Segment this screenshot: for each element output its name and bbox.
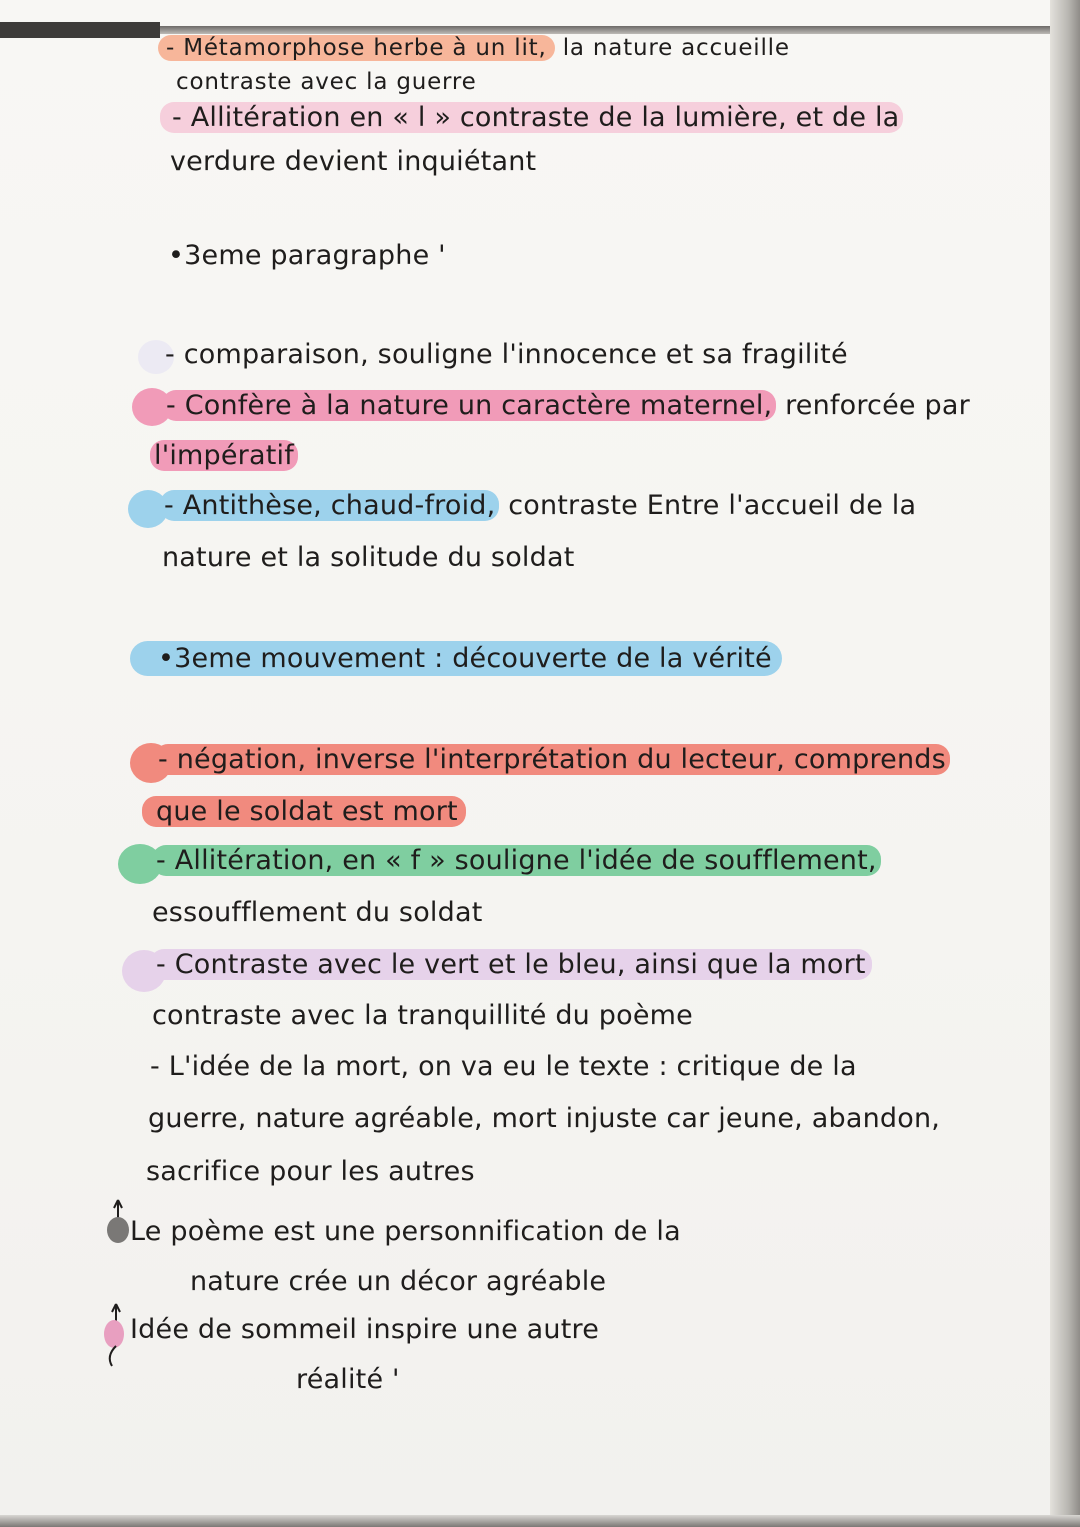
highlight-red: que le soldat est mort (142, 796, 466, 827)
note-line-22: nature crée un décor agréable (190, 1266, 607, 1297)
pink-arrow-marker-icon (98, 1300, 128, 1372)
note-line-7 (162, 388, 970, 424)
highlight-pink: - Confère à la nature un caractère maternel, (162, 390, 776, 421)
note-line-12 (154, 742, 950, 778)
page-bottom-edge (0, 1515, 1080, 1527)
note-line-13 (142, 794, 466, 830)
highlight-orange: - Métamorphose herbe à un lit, (158, 35, 555, 61)
highlight-red: - négation, inverse l'interprétation du lecteur, comprends (154, 744, 950, 775)
note-text: la nature accueille (554, 35, 790, 61)
note-line-6: - comparaison, souligne l'innocence et sa fragilité (165, 339, 848, 370)
highlight-blue-heading: •3eme mouvement : découverte de la vérité (130, 641, 782, 676)
note-line-1 (158, 30, 790, 66)
note-line-14 (152, 843, 881, 879)
section-heading-3eme-mouvement (130, 641, 782, 677)
page-top-left-shadow (0, 22, 160, 38)
note-line-3 (160, 100, 903, 136)
page-right-edge (1050, 0, 1080, 1527)
highlight-pink: l'impératif (150, 440, 298, 471)
note-line-21: Le poème est une personnification de la (130, 1216, 681, 1247)
note-line-2: contraste avec la guerre (176, 69, 477, 95)
note-line-20: sacrifice pour les autres (146, 1156, 475, 1187)
note-line-10: nature et la solitude du soldat (162, 542, 575, 573)
note-line-16 (150, 947, 872, 983)
note-line-9 (160, 488, 916, 524)
section-heading-3eme-paragraphe: •3eme paragraphe ' (168, 240, 446, 271)
highlight-blue: - Antithèse, chaud-froid, (160, 490, 499, 521)
note-line-17: contraste avec la tranquillité du poème (152, 1000, 693, 1031)
note-line-8 (150, 438, 298, 474)
note-line-18: - L'idée de la mort, on va eu le texte : critique de la (150, 1051, 857, 1082)
grey-arrow-marker-icon (100, 1196, 130, 1252)
note-line-15: essoufflement du soldat (152, 897, 483, 928)
highlight-pink-soft: - Allitération en « l » contraste de la lumière, et de la (160, 102, 903, 133)
note-line-19: guerre, nature agréable, mort injuste car jeune, abandon, (148, 1103, 941, 1134)
highlight-green: - Allitération, en « f » souligne l'idée de soufflement, (152, 845, 881, 876)
note-text: renforcée par (776, 390, 970, 421)
highlight-lilac: - Contraste avec le vert et le bleu, ainsi que la mort (150, 949, 872, 980)
note-line-4: verdure devient inquiétant (170, 146, 537, 177)
note-line-24: réalité ' (296, 1364, 400, 1395)
note-line-23: Idée de sommeil inspire une autre (130, 1314, 600, 1345)
note-text: contraste Entre l'accueil de la (499, 490, 917, 521)
